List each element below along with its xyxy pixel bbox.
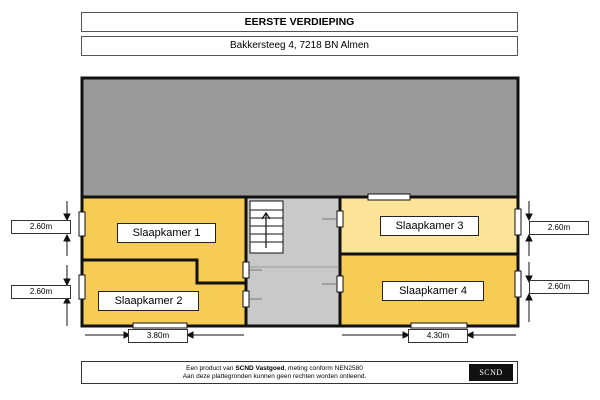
room-label-slaapkamer-3: Slaapkamer 3: [380, 216, 479, 236]
footer-brand: SCND Vastgoed: [235, 365, 285, 372]
room-label-slaapkamer-1: Slaapkamer 1: [117, 223, 216, 243]
dimension-left-lower: 2.60m: [11, 285, 71, 299]
window-bottom-room2: [133, 323, 187, 328]
footer-line-1: [82, 365, 467, 373]
footer-disclaimer: [81, 361, 518, 384]
roof-area: [83, 79, 517, 197]
window-top-room3: [368, 194, 410, 200]
door-room1: [243, 262, 249, 278]
window-bottom-room4: [411, 323, 467, 328]
floor-title: EERSTE VERDIEPING: [81, 12, 518, 32]
window-left-room1: [79, 212, 85, 236]
window-right-room3: [515, 209, 521, 235]
dimension-bottom-left: 3.80m: [128, 329, 188, 343]
staircase: [250, 201, 283, 253]
footer-line-2: Aan deze plattegronden kunnen geen rechten worden ontleend.: [182, 373, 367, 380]
footer-text: [82, 365, 467, 381]
door-room4: [337, 276, 343, 292]
door-room2: [243, 291, 249, 307]
dimension-bottom-right: 4.30m: [408, 329, 468, 343]
dimension-left-upper: 2.60m: [11, 220, 71, 234]
room-label-slaapkamer-4: Slaapkamer 4: [382, 281, 484, 301]
footer-prefix: Een product van: [186, 365, 236, 372]
scnd-logo: SCND: [469, 364, 513, 381]
dimension-right-upper: 2.60m: [529, 221, 589, 235]
window-right-room4: [515, 271, 521, 297]
room-label-slaapkamer-2: Slaapkamer 2: [98, 291, 199, 311]
footer-suffix: , meting conform NEN2580: [284, 365, 363, 372]
window-left-room2: [79, 275, 85, 299]
dimension-right-lower: 2.60m: [529, 280, 589, 294]
address-label: Bakkersteeg 4, 7218 BN Almen: [81, 36, 518, 56]
door-room3: [337, 211, 343, 227]
